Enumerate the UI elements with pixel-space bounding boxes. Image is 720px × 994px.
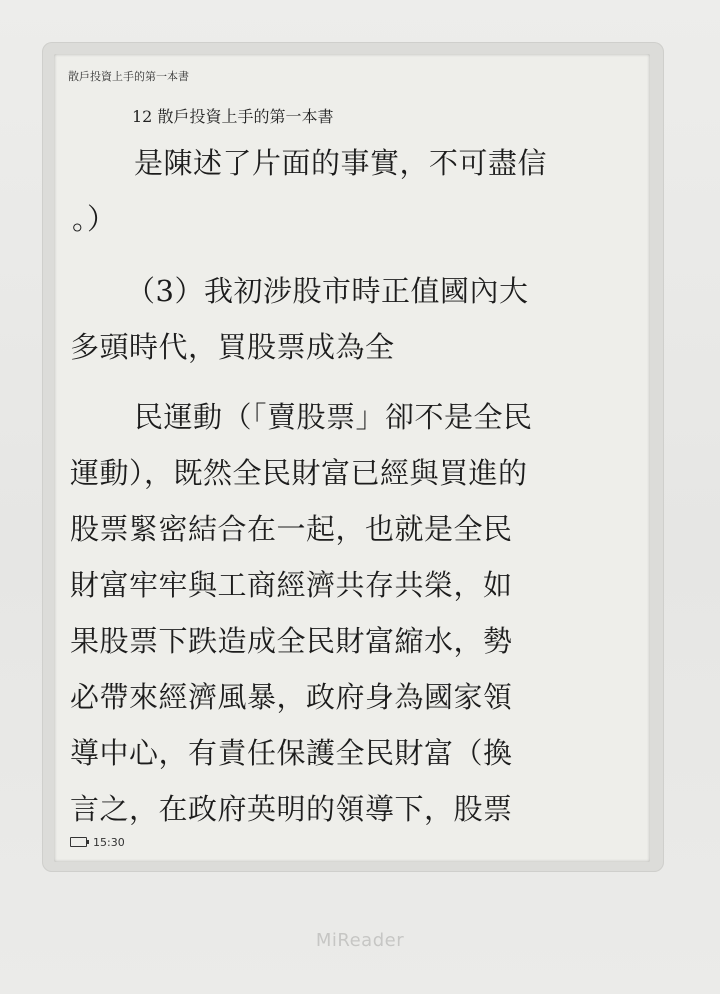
text-line: 股票緊密結合在一起，也就是全民 [70, 512, 513, 546]
running-header: 散戶投資上手的第一本書 [68, 70, 189, 83]
status-bar [70, 834, 125, 850]
text-line: 。） [72, 202, 117, 236]
text-line: 果股票下跌造成全民財富縮水，勢 [70, 624, 513, 658]
page-header: 12 散戶投資上手的第一本書 [132, 107, 334, 126]
battery-icon [70, 837, 87, 847]
text-line: 是陳述了片面的事實，不可盡信 [134, 146, 548, 180]
text-line: 多頭時代，買股票成為全 [70, 330, 395, 364]
text-line: 必帶來經濟風暴，政府身為國家領 [70, 680, 513, 714]
text-line: （3）我初涉股市時正值國內大 [126, 274, 529, 308]
text-line: 民運動（「賣股票」卻不是全民 [134, 400, 533, 434]
text-line: 財富牢牢與工商經濟共存共榮，如 [70, 568, 513, 602]
clock-time: 15:30 [93, 835, 125, 849]
text-line: 言之，在政府英明的領導下，股票 [70, 792, 513, 826]
text-line: 運動），既然全民財富已經與買進的 [70, 456, 528, 490]
reading-screen[interactable] [54, 54, 650, 862]
text-line: 導中心，有責任保護全民財富（換 [70, 736, 513, 770]
brand-logo: MiReader [315, 930, 405, 951]
